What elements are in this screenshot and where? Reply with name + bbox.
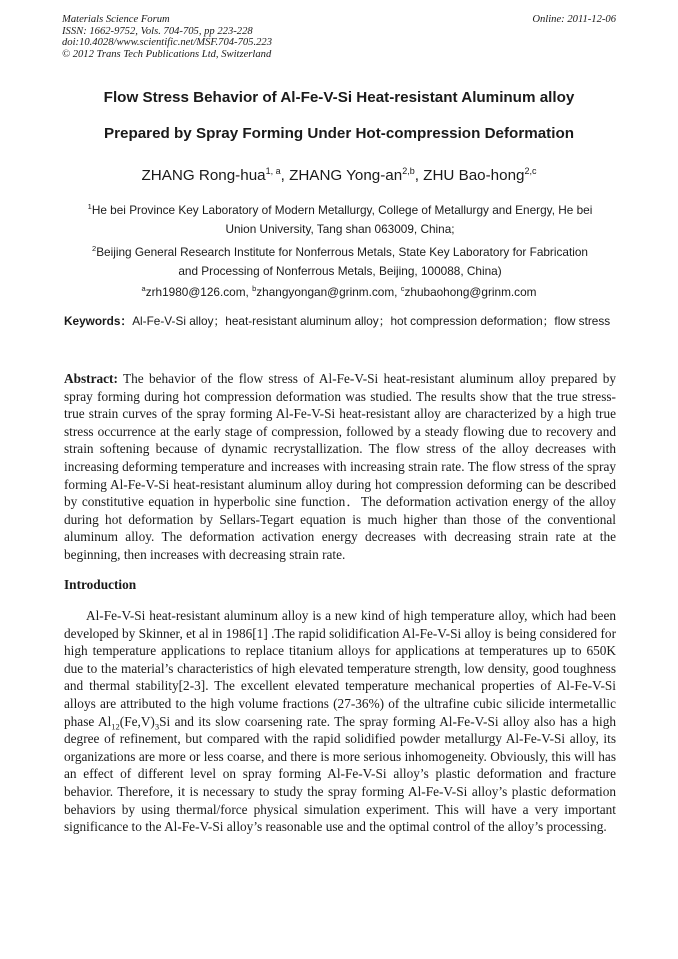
email-address: zhangyongan@grinm.com (256, 285, 395, 299)
affiliation-2: $^2$Beijing General Research Institute for Nonferrous Metals, State Key Laboratory for Fabrication and Processing of Nonferrous Metals, Beijing, 100088, China) (92, 244, 588, 278)
journal-header (62, 14, 616, 60)
author-name: ZHU Bao-hong (423, 167, 525, 184)
issn-line: ISSN: 1662-9752, Vols. 704-705, pp 223-228 (62, 25, 253, 37)
author-list: ZHANG Rong-hua$^{1, a}$, ZHANG Yong-an$^{2,b}$, ZHU Bao-hong$^{2,c}$ (141, 166, 537, 184)
author-affiliation-mark: 2,b (402, 166, 415, 176)
keywords-label: Keywords： (64, 314, 133, 328)
abstract-text: The behavior of the flow stress of Al-Fe-V-Si heat-resistant aluminum alloy prepared by spray forming during hot compression deformation was studied. The results show that the true stress-true strain curves of the spray forming Al-Fe-V-Si heat-resistant alloy are characterized by a high true stress occurrence at the early stage of compression, followed by a steady flowing due to recovery and strain softening because of dynamic recrystallization. The flow stress of the alloy decreases with increasing deforming temperature and increases with increasing strain rate. The flow stress of the spray forming Al-Fe-V-Si heat-resistant aluminum alloy during hot compression deforming can be described by constitutive equation in hyperbolic sine function．The deformation activation energy of the alloy during hot deformation by Sellars-Tegart equation is much higher than those of the conventional aluminum alloy. The deformation activation energy decreases with decreasing strain rate at the beginning, then increases with decreasing strain rate. (64, 371, 616, 562)
author-affiliation-mark: 2,c (524, 166, 537, 176)
author-name: ZHANG Yong-an (289, 167, 403, 184)
author-emails: $^a$zrh1980@126.com, $^b$zhangyongan@grinm.com, $^c$zhubaohong@grinm.com (141, 284, 537, 299)
author-affiliation-mark: 1, a (265, 166, 281, 176)
copyright-line: © 2012 Trans Tech Publications Ltd, Switzerland (62, 48, 272, 60)
online-date: Online: 2011-12-06 (532, 14, 616, 25)
doi-line: doi:10.4028/www.scientific.net/MSF.704-705.223 (62, 37, 272, 48)
journal-name: Materials Science Forum (62, 14, 170, 25)
email-address: zrh1980@126.com (145, 285, 246, 299)
paper-title-line-1: Flow Stress Behavior of Al-Fe-V-Si Heat-resistant Aluminum alloy (103, 89, 575, 106)
email-address: zhubaohong@grinm.com (404, 285, 537, 299)
keywords-text: Al-Fe-V-Si alloy；heat-resistant aluminum alloy；hot compression deformation；flow stress (132, 314, 611, 328)
keywords (64, 312, 616, 330)
introduction-heading: Introduction (64, 577, 137, 592)
introduction-paragraph: Al-Fe-V-Si heat-resistant aluminum alloy is a new kind of high temperature alloy, which had been developed by Skinner, et al in 1986[1] .The rapid solidification Al-Fe-V-Si alloy is being considered for high temperature applications to replace titanium alloys for applications at temperatures up to 650K due to the material’s characteristics of high elevated temperature strength, low density, good toughness and thermal stability[2-3]. The excellent elevated temperature mechanical properties of Al-Fe-V-Si alloys are attributed to the high volume fractions (27-36%) of the ultrafine cubic silicide intermetallic phase $Al_{12}(Fe,V)_3Si$ and its slow coarsening rate. The spray forming Al-Fe-V-Si alloy also has a high degree of refinement, but compared with the rapid solidified powder metallurgy Al-Fe-V-Si alloy, its organizations are more or less coarse, and there is more serious inhomogeneity. Obviously, this will has an effect of different level on spray forming Al-Fe-V-Si alloy’s plastic deformation and fracture behavior. Therefore, it is necessary to study the spray forming Al-Fe-V-Si alloy’s plastic deformation behaviors by using thermal/force physical simulation experiment. This will have a very important significance to the Al-Fe-V-Si alloy’s reasonable use and the optimal control of the alloy’s processing. (64, 608, 616, 835)
affiliation-1: $^1$He bei Province Key Laboratory of Modern Metallurgy, College of Metallurgy and Energy, He bei Union University, Tang shan 063009, China; (87, 202, 593, 236)
abstract-label: Abstract: (64, 371, 118, 386)
author-name: ZHANG Rong-hua (141, 167, 266, 184)
abstract (64, 370, 616, 564)
paper-title-line-2: Prepared by Spray Forming Under Hot-compression Deformation (103, 125, 575, 142)
